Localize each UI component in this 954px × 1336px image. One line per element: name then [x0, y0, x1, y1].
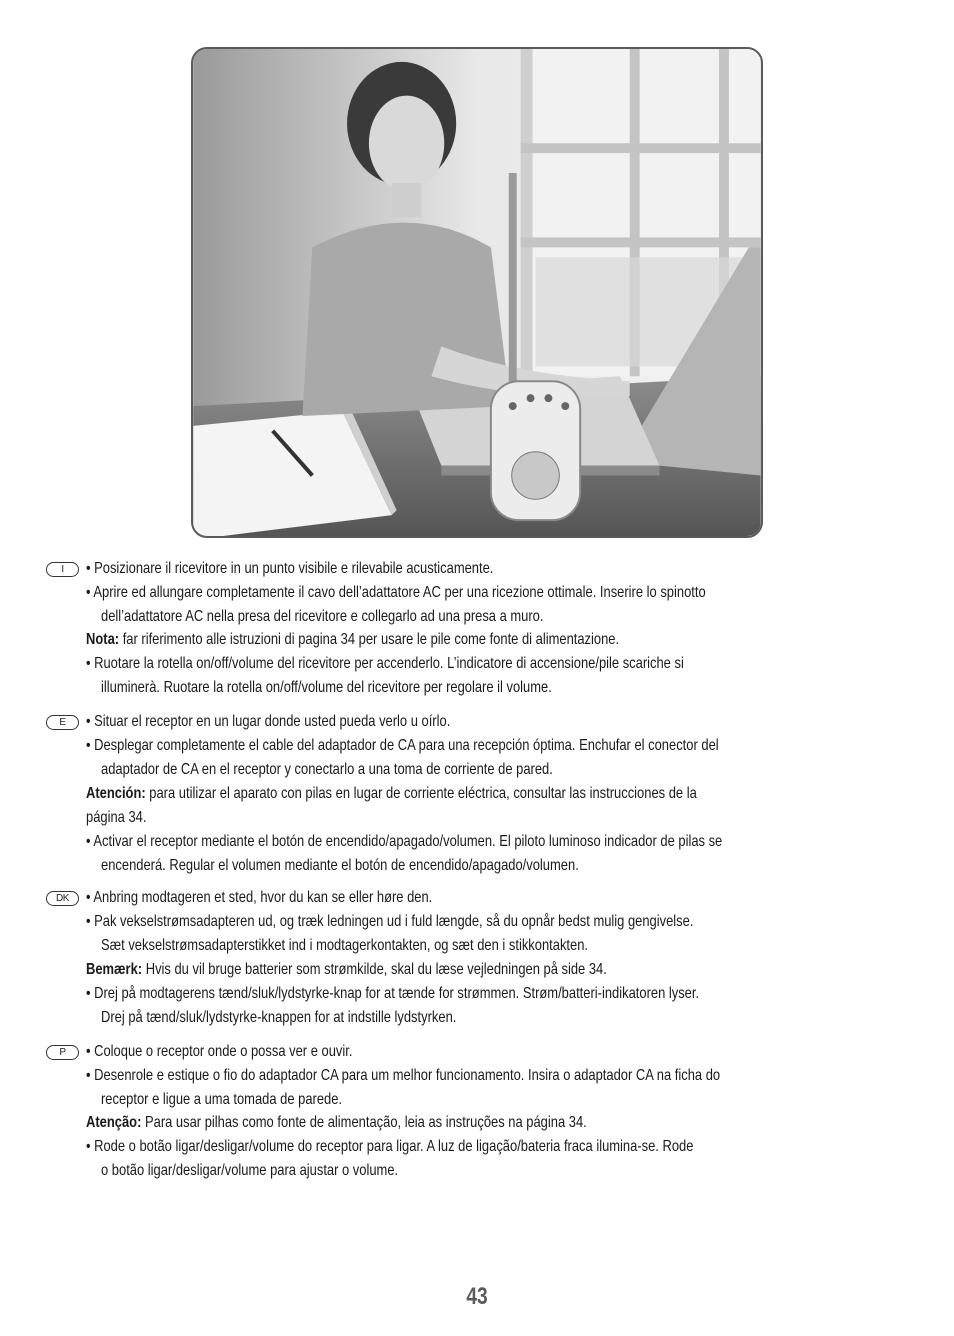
text-line: • Rode o botão ligar/desligar/volume do receptor para ligar. A luz de ligação/bateria fraca ilumina-se. Rode — [86, 1138, 694, 1155]
note-label: Atención: — [86, 785, 146, 802]
language-badge: I — [46, 562, 79, 577]
note-text: far riferimento alle istruzioni di pagina 34 per usare le pile come fonte di alimentazione. — [122, 631, 620, 648]
text-line: • Activar el receptor mediante el botón de encendido/apagado/volumen. El piloto luminoso indicador de pilas se — [86, 833, 723, 850]
note-line — [86, 1113, 587, 1133]
text-line: • Desenrole e estique o fio do adaptador CA para um melhor funcionamento. Insira o adaptador CA na ficha do — [86, 1067, 721, 1084]
text-line: encenderá. Regular el volumen mediante el botón de encendido/apagado/volumen. — [101, 857, 579, 874]
text-line: • Coloque o receptor onde o possa ver e ouvir. — [86, 1043, 353, 1060]
note-label: Nota: — [86, 631, 120, 648]
text-line: • Drej på modtagerens tænd/sluk/lydstyrke-knap for at tænde for strømmen. Strøm/batteri-indikatoren lyser. — [86, 985, 700, 1002]
note-text: Hvis du vil bruge batterier som strømkilde, skal du læse vejledningen på side 34. — [145, 961, 607, 978]
page-number: 43 — [466, 1283, 488, 1310]
text-line: illuminerà. Ruotare la rotella on/off/volume del ricevitore per regolare il volume. — [101, 679, 552, 696]
product-photo — [191, 47, 763, 538]
note-label: Atenção: — [86, 1114, 142, 1131]
note-text: Para usar pilhas como fonte de alimentação, leia as instruções na página 34. — [144, 1114, 587, 1131]
text-line: página 34. — [86, 809, 147, 826]
text-line: Sæt vekselstrømsadapterstikket ind i modtagerkontakten, og sæt den i stikkontakten. — [101, 937, 589, 954]
language-badge: P — [46, 1045, 79, 1060]
text-line: • Posizionare il ricevitore in un punto visibile e rilevabile acusticamente. — [86, 560, 494, 577]
text-line: • Pak vekselstrømsadapteren ud, og træk ledningen ud i fuld længde, så du opnår bedst mulig gengivelse. — [86, 913, 694, 930]
text-line: • Aprire ed allungare completamente il cavo dell’adattatore AC per una ricezione ottimale. Inserire lo spinotto — [86, 584, 706, 601]
language-badge: DK — [46, 891, 79, 906]
text-line: dell’adattatore AC nella presa del ricevitore e collegarlo ad una presa a muro. — [101, 608, 544, 625]
text-line: adaptador de CA en el receptor y conectarlo a una toma de corriente de pared. — [101, 761, 553, 778]
text-line: • Ruotare la rotella on/off/volume del ricevitore per accenderlo. L’indicatore di accensione/pile scariche si — [86, 655, 684, 672]
text-line: receptor e ligue a uma tomada de parede. — [101, 1091, 343, 1108]
note-line — [86, 784, 697, 804]
language-badge: E — [46, 715, 79, 730]
text-line: • Situar el receptor en un lugar donde usted pueda verlo u oírlo. — [86, 713, 451, 730]
text-line: • Anbring modtageren et sted, hvor du kan se eller høre den. — [86, 889, 433, 906]
text-line: o botão ligar/desligar/volume para ajustar o volume. — [101, 1162, 399, 1179]
note-label: Bemærk: — [86, 961, 143, 978]
photo-illustration — [193, 49, 761, 536]
note-line — [86, 630, 619, 650]
text-line: Drej på tænd/sluk/lydstyrke-knappen for at indstille lydstyrken. — [101, 1009, 457, 1026]
text-line: • Desplegar completamente el cable del adaptador de CA para una recepción óptima. Enchufar el conector del — [86, 737, 719, 754]
note-line — [86, 960, 607, 980]
note-text: para utilizar el aparato con pilas en lugar de corriente eléctrica, consultar las instrucciones de la — [149, 785, 697, 802]
